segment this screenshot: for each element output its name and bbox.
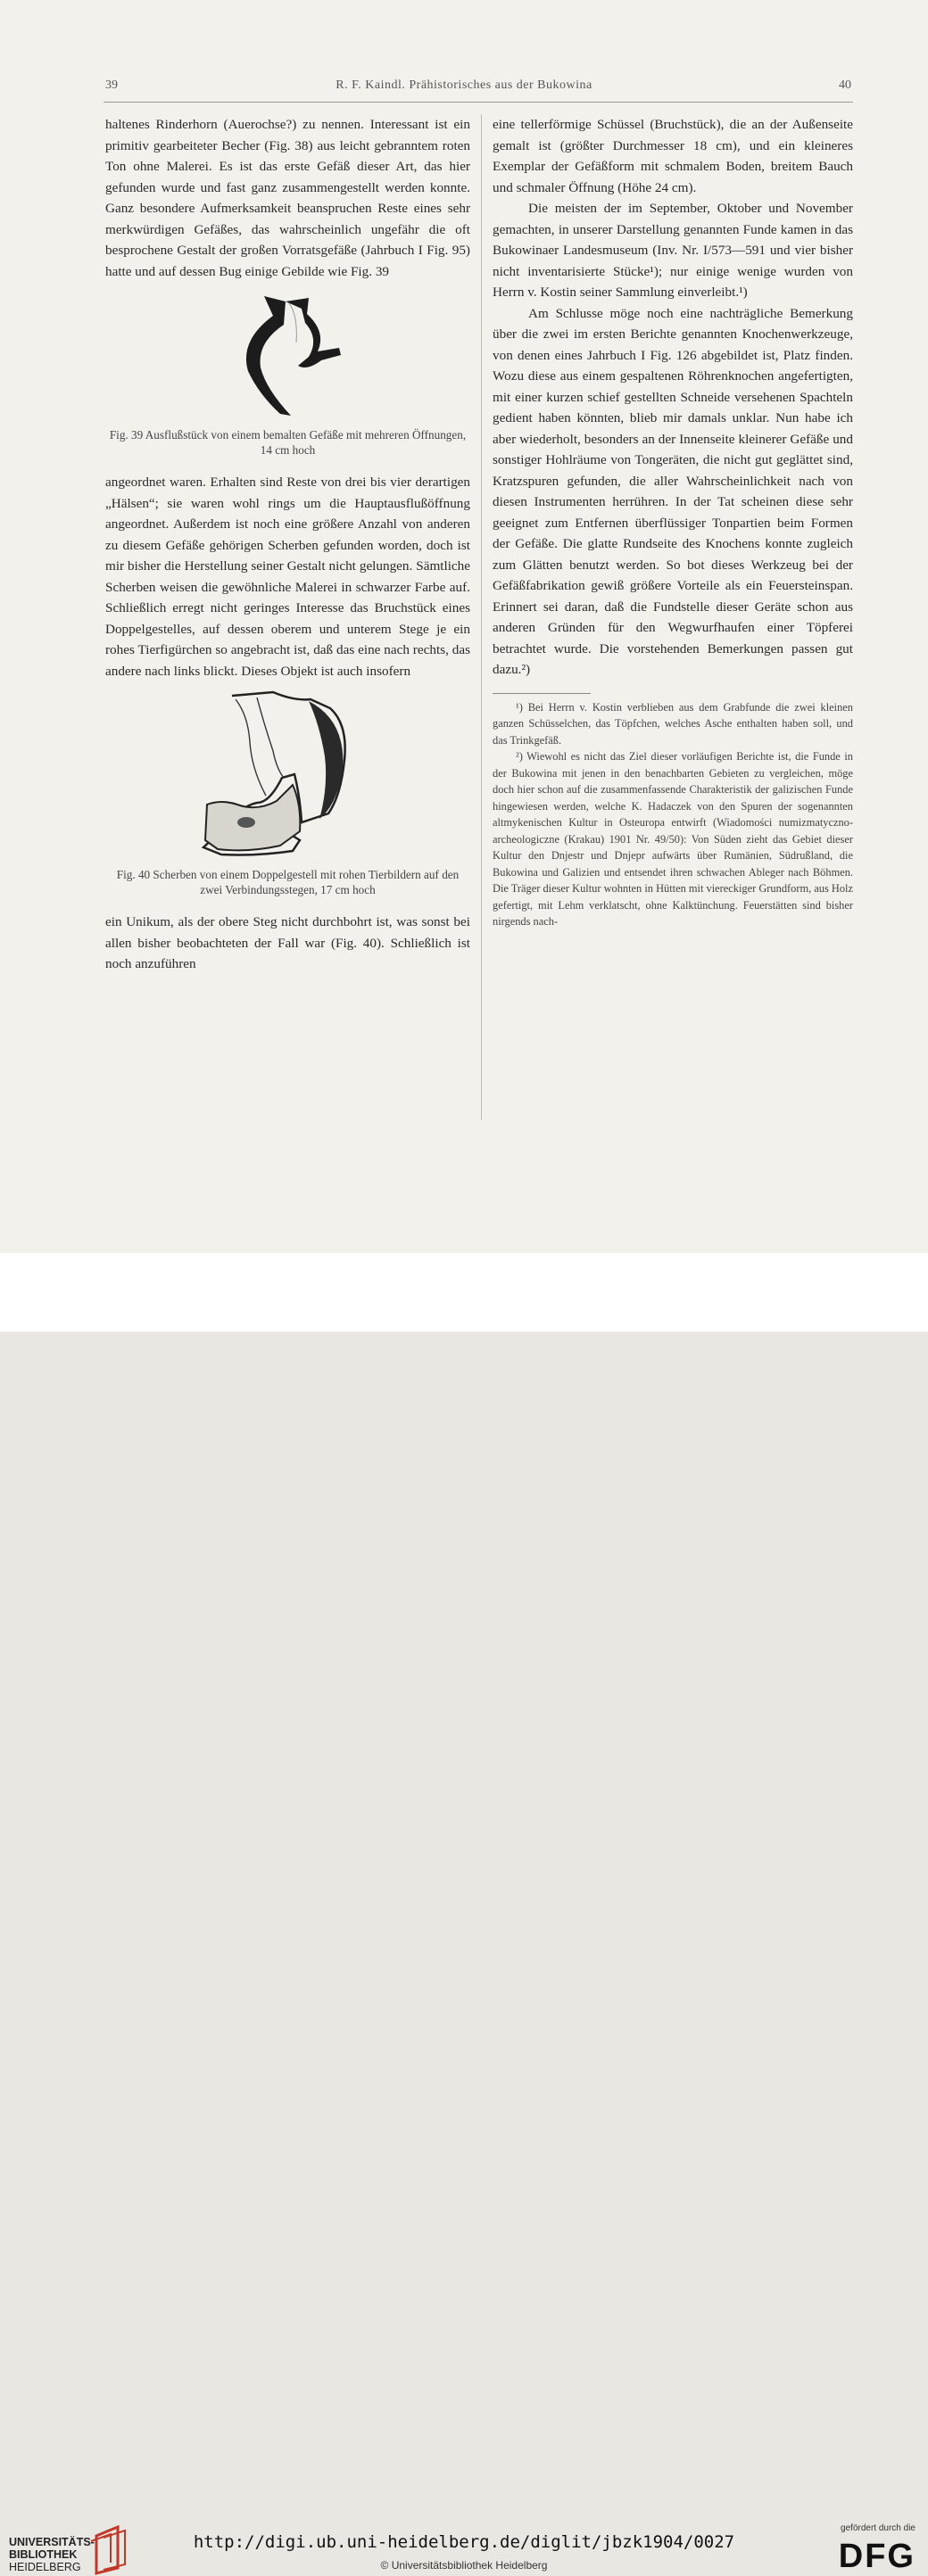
library-line-3: HEIDELBERG bbox=[9, 2561, 81, 2573]
right-paragraph-3: Am Schlusse möge noch eine nachträgliche Bemerkung über die zwei im ersten Berichte genannten Knochenwerkzeuge, von denen eines Jahrbuch I Fig. 126 abgebildet ist, Platz finden. Wozu diese aus einem gespaltenen Röhrenknochen angefertigten, mit einer kurzen schief gestellten Schneide versehenen Spachteln gedient haben könnten, blieb mir damals unklar. Nun habe ich aber wiederholt, besonders an der Innenseite kleinerer Gefäße und sonstiger Hohlräume von Tongeräten, die nicht gut geglättet sind, Kratzspuren gefunden, die aller Wahrscheinlichkeit nach von diesen Instrumenten herrühren. In der Tat scheinen diese sehr geeignet zum Entfernen überflüssiger Tonpartien beim Formen der Gefäße. Die glatte Rundseite des Knochens konnte zugleich zum Glätten benutzt werden. So bot dieses Werkzeug bei der Gefäßfabrikation gewiß größere Vorteile als ein Feuersteinspan. Erinnert sei daran, daß die Fundstelle dieser Geräte schon aus anderen Gründen für den Wegwurfhaufen einer Töpferei betrachtet wurde. Die vorstehenden Bemerkungen passen gut dazu.²) bbox=[493, 305, 853, 677]
footer-bar bbox=[0, 1253, 928, 2575]
figure-39-vessel-spout bbox=[221, 289, 355, 418]
left-paragraph-3: ein Unikum, als der obere Steg nicht durchbohrt ist, was sonst bei allen bisher beobachteten der Fall war (Fig. 40). Schließlich ist noch anzuführen bbox=[105, 914, 470, 971]
footnote-2: ²) Wiewohl es nicht das Ziel dieser vorläufigen Berichte ist, die Funde in der Bukowina mit jenen in den benachbarten Gebieten zu vergleichen, möge doch hier schon auf die zusammenfassende Charakteristik der galizischen Funde hingewiesen werden, welche K. Hadaczek von den Spuren der sogenannten altmykenischen Kultur in Osteuropa entwirft (Wiadomości numizmatyczno-archeologiczne (Krakau) 1901 Nr. 49/50): Von Süden zieht das Gebiet dieser Kultur den Dnjestr und Dnjepr aufwärts über Rumänien, Südrußland, die Bukowina und Galizien und entsendet ihren schwachen Ableger nach Böhmen. Die Träger dieser Kultur wohnten in Hütten mit viereckiger Grundform, aus Holz gefertigt, mit Lehm verklatscht, ohne Kalktünchung. Feuerstätten sind bisher nirgends nach- bbox=[493, 750, 853, 928]
figure-39-caption: Fig. 39 Ausflußstück von einem bemalten Gefäße mit mehreren Öffnungen, 14 cm hoch bbox=[109, 428, 467, 457]
dfg-logo[interactable]: DFG bbox=[838, 2538, 916, 2575]
copyright-notice: © Universitätsbibliothek Heidelberg bbox=[380, 2559, 548, 2572]
figure-40-double-stand-sherd bbox=[195, 689, 382, 858]
page-number-left: 39 bbox=[105, 78, 118, 92]
footnote-rule bbox=[493, 693, 591, 694]
footnote-1: ¹) Bei Herrn v. Kostin verblieben aus dem Grabfunde die zwei kleinen ganzen Schüsselchen, das Töpfchen, welches Asche enthalten haben soll, und das Trinkgefäß. bbox=[493, 700, 853, 747]
left-column bbox=[105, 114, 470, 975]
scanned-page bbox=[0, 0, 928, 1253]
permalink-url[interactable]: http://digi.ub.uni-heidelberg.de/diglit/jbzk1904/0027 bbox=[193, 2532, 735, 2552]
library-line-2: BIBLIOTHEK bbox=[9, 2548, 78, 2561]
page-number-right: 40 bbox=[839, 78, 851, 92]
left-paragraph-2: angeordnet waren. Erhalten sind Reste von drei bis vier derartigen „Hälsen“; sie waren wohl rings um die Hauptausflußöffnung angeordnet. Außerdem ist noch eine größere Anzahl von anderen zu diesem Gefäße gehörigen Scherben gefunden worden, doch ist mir bisher die Herstellung seiner Gestalt nicht gelungen. Sämtliche Scherben weisen die gewöhnliche Malerei in schwarzer Farbe auf. Schließlich erregt nicht geringes Interesse das Bruchstück eines Doppelgestelles, auf dessen oberem und unterem Stege je ein rohes Tierfigürchen so angebracht ist, daß das eine nach rechts, das andere nach links blickt. Dieses Objekt ist auch insofern bbox=[105, 475, 470, 679]
right-paragraph-2: Die meisten der im September, Oktober und November gemachten, in unserer Darstellung genannten Funde kamen in das Bukowinaer Landesmuseum (Inv. Nr. I/573—591 und vier bisher nicht inventarisierte Stücke¹); nur einige wenige wurden von Herrn v. Kostin seiner Sammlung einverleibt.¹) bbox=[493, 201, 853, 300]
running-title: R. F. Kaindl. Prähistorisches aus der Bukowina bbox=[336, 78, 592, 92]
figure-40-caption: Fig. 40 Scherben von einem Doppelgestell mit rohen Tierbildern auf den zwei Verbindungsstegen, 17 cm hoch bbox=[116, 868, 460, 896]
library-line-1: UNIVERSITÄTS- bbox=[9, 2536, 95, 2548]
right-column bbox=[493, 114, 853, 930]
header-rule bbox=[104, 102, 853, 103]
funded-by-label: gefördert durch die bbox=[841, 2523, 916, 2533]
left-paragraph-1: haltenes Rinderhorn (Auerochse?) zu nennen. Interessant ist ein primitiv gearbeiteter Becher (Fig. 38) aus leicht gebranntem roten Ton ohne Malerei. Es ist das erste Gefäß dieser Art, das hier gefunden wurde und fast ganz zusammengestellt werden konnte. Ganz besondere Aufmerksamkeit beanspruchen Reste eines sehr merkwürdigen Gefäßes, das wahrscheinlich ungefähr die oft besprochene Gestalt der großen Vorratsgefäße (Jahrbuch I Fig. 95) hatte und auf dessen Bug einige Gebilde wie Fig. 39 bbox=[105, 117, 470, 279]
column-divider bbox=[481, 114, 482, 1120]
right-paragraph-1: eine tellerförmige Schüssel (Bruchstück), die an der Außenseite gemalt ist (größter Durchmesser 18 cm), und ein kleineres Exemplar der Gefäßform mit schmalem Boden, breitem Bauch und schmaler Öffnung (Höhe 24 cm). bbox=[493, 117, 853, 195]
